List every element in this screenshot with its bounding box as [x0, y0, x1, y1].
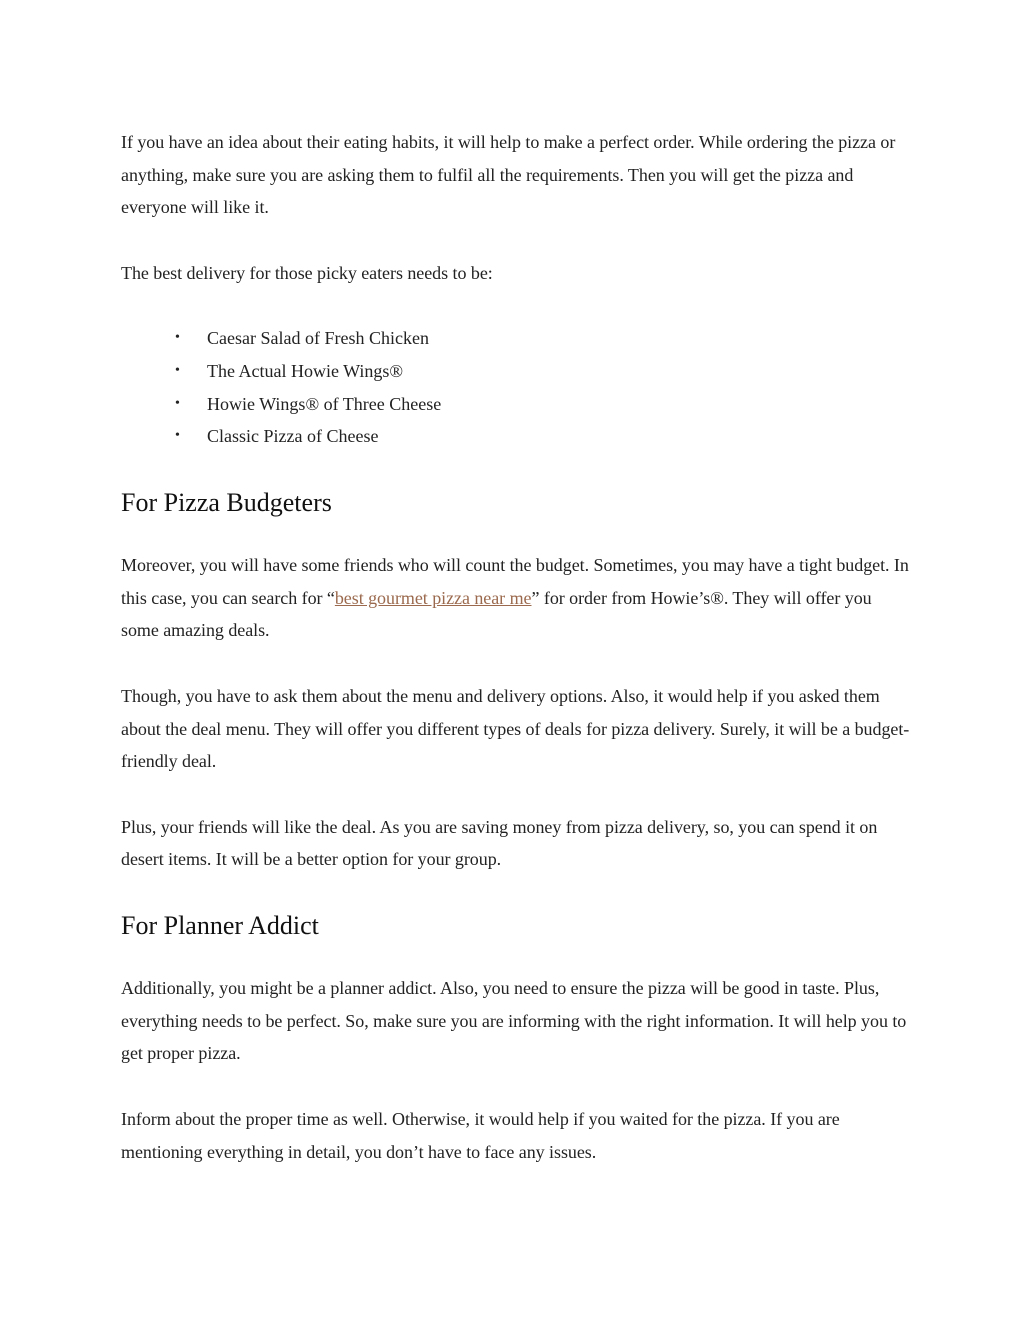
picky-eaters-list [121, 322, 911, 453]
bullet-icon: • [175, 362, 180, 378]
gourmet-pizza-link[interactable]: best gourmet pizza near me [334, 587, 532, 608]
intro-paragraph: If you have an idea about their eating habits, it will help to make a perfect order. While ordering the pizza or anything, make sure you are asking them to fulfil all the requirements. Then you will get the pizza and everyone will like it. [121, 132, 896, 218]
planner-paragraph-2: Inform about the proper time as well. Otherwise, it would help if you waited for the pizza. If you are mentioning everything in detail, you don’t have to face any issues. [121, 1108, 840, 1162]
budgeters-paragraph-2: Though, you have to ask them about the menu and delivery options. Also, it would help if you asked them about the deal menu. They will offer you different types of deals for pizza delivery. Surely, it will be a budget-friendly deal. [121, 685, 910, 772]
list-item-text: The Actual Howie Wings® [207, 360, 404, 381]
list-item [121, 322, 911, 355]
bullet-icon: • [175, 330, 180, 346]
planner-paragraph-1: Additionally, you might be a planner addict. Also, you need to ensure the pizza will be good in taste. Plus, everything needs to be perfect. So, make sure you are informing with the right information. It will help you to get proper pizza. [121, 978, 907, 1064]
bullet-icon: • [175, 395, 180, 411]
budgeters-paragraph-3: Plus, your friends will like the deal. As you are saving money from pizza delivery, so, you can spend it on desert items. It will be a better option for your group. [121, 816, 878, 870]
list-item-text: Classic Pizza of Cheese [207, 426, 379, 447]
budgeters-text-after-link: ” for order from Howie’s®. They will offer you some amazing deals. [121, 587, 872, 641]
section-heading-planner: For Planner Addict [121, 911, 319, 940]
list-item [121, 420, 911, 453]
budgeters-paragraph-1 [121, 549, 911, 647]
picky-eaters-intro: The best delivery for those picky eaters needs to be: [121, 262, 493, 283]
document-page [121, 126, 911, 1168]
budgeters-text-before-link: Moreover, you will have some friends who will count the budget. Sometimes, you may have a tight budget. In this case, you can search for “ [121, 555, 909, 608]
list-item-text: Howie Wings® of Three Cheese [207, 393, 442, 414]
bullet-icon: • [175, 428, 180, 444]
section-heading-budgeters: For Pizza Budgeters [121, 488, 332, 517]
list-item-text: Caesar Salad of Fresh Chicken [207, 328, 429, 349]
list-item [121, 355, 911, 388]
list-item [121, 388, 911, 421]
